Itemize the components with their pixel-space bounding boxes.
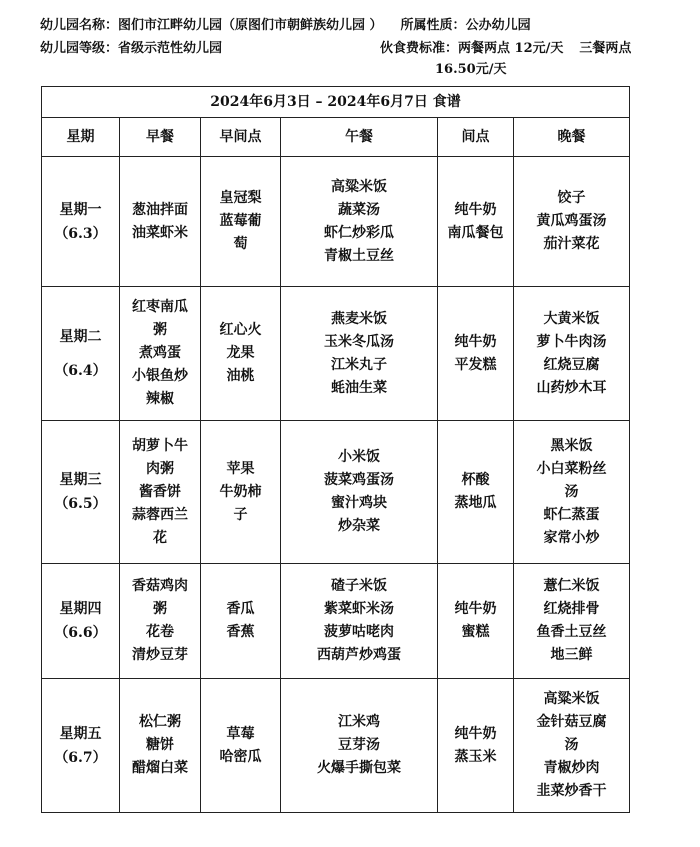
menu-item: 杯酸 bbox=[461, 472, 490, 488]
day-date: （6.5） bbox=[54, 496, 107, 512]
day-date: （6.7） bbox=[54, 749, 107, 766]
menu-item: 蜜汁鸡块 bbox=[331, 495, 387, 511]
menu-item: 纯牛奶 bbox=[454, 201, 497, 218]
menu-item: 玉米冬瓜汤 bbox=[324, 333, 394, 350]
menu-item: 大黄米饭 bbox=[543, 310, 600, 327]
table-row bbox=[42, 679, 630, 813]
menu-item: 清炒豆芽 bbox=[132, 647, 188, 663]
column-header-morning-snack: 早间点 bbox=[201, 118, 281, 157]
menu-item: 蒸地瓜 bbox=[454, 495, 497, 511]
day-cell bbox=[42, 421, 120, 564]
menu-item: 草莓 bbox=[226, 725, 255, 742]
menu-item: 皇冠梨 bbox=[219, 190, 262, 206]
menu-item: 蚝油生菜 bbox=[331, 379, 387, 396]
day-name: 星期二 bbox=[59, 328, 102, 345]
menu-item: 茄汁菜花 bbox=[543, 236, 600, 252]
menu-item: 花 bbox=[153, 529, 167, 546]
menu-item: 江米鸡 bbox=[338, 714, 380, 730]
snack-cell bbox=[438, 564, 514, 679]
day-date: （6.6） bbox=[54, 625, 107, 641]
menu-item: 萄 bbox=[233, 236, 248, 252]
breakfast-cell bbox=[120, 679, 201, 813]
breakfast-cell bbox=[120, 287, 201, 421]
menu-item: 蒸玉米 bbox=[454, 748, 497, 765]
column-header-weekday: 星期 bbox=[42, 118, 120, 157]
menu-item: 南瓜餐包 bbox=[447, 224, 504, 241]
menu-item: 虾仁蒸蛋 bbox=[543, 506, 600, 523]
menu-item: 黄瓜鸡蛋汤 bbox=[536, 213, 607, 229]
fee-standard-line bbox=[380, 37, 631, 56]
day-name: 星期五 bbox=[59, 725, 102, 742]
day-cell bbox=[42, 157, 120, 287]
lunch-cell bbox=[281, 157, 438, 287]
menu-item: 蓝莓葡 bbox=[219, 213, 262, 229]
table-header-row bbox=[42, 118, 630, 157]
day-date: （6.4） bbox=[54, 362, 107, 379]
menu-item: 红心火 bbox=[219, 322, 262, 338]
menu-item: 苹果 bbox=[226, 460, 255, 477]
dinner-cell bbox=[514, 287, 630, 421]
morning-snack-cell bbox=[201, 564, 281, 679]
menu-item: 地三鲜 bbox=[550, 647, 593, 663]
table-row bbox=[42, 157, 630, 287]
breakfast-cell bbox=[120, 421, 201, 564]
menu-item: 红烧豆腐 bbox=[543, 356, 600, 373]
dinner-cell bbox=[514, 157, 630, 287]
nature-label: 所属性质： bbox=[400, 18, 466, 33]
menu-item: 龙果 bbox=[226, 345, 255, 361]
snack-cell bbox=[438, 679, 514, 813]
menu-item: 菠菜鸡蛋汤 bbox=[324, 472, 394, 488]
column-header-lunch: 午餐 bbox=[281, 118, 438, 157]
name-label: 幼儿园名称： bbox=[40, 18, 119, 33]
menu-item: 肉粥 bbox=[146, 460, 174, 477]
menu-item: 火爆手撕包菜 bbox=[317, 760, 401, 776]
weekly-menu-table bbox=[41, 86, 630, 813]
menu-item: 蜜糕 bbox=[461, 624, 490, 640]
menu-item: 糖饼 bbox=[146, 737, 174, 753]
menu-item: 纯牛奶 bbox=[454, 725, 497, 742]
menu-item: 粥 bbox=[153, 601, 167, 617]
menu-item: 高粱米饭 bbox=[331, 178, 387, 195]
snack-cell bbox=[438, 287, 514, 421]
menu-item: 碴子米饭 bbox=[331, 578, 387, 594]
menu-item: 饺子 bbox=[557, 190, 586, 206]
menu-title: 2024年6月3日 – 2024年6月7日 食谱 bbox=[42, 87, 630, 118]
lunch-cell bbox=[281, 287, 438, 421]
fee-three-meals: 三餐两点 bbox=[579, 41, 632, 56]
dinner-cell bbox=[514, 679, 630, 813]
menu-item: 燕麦米饭 bbox=[331, 310, 387, 327]
menu-item: 豆芽汤 bbox=[338, 737, 380, 753]
fee-label: 伙食费标准： bbox=[380, 41, 459, 56]
menu-item: 小银鱼炒 bbox=[132, 368, 188, 384]
day-date: （6.3） bbox=[54, 225, 107, 242]
menu-item: 高粱米饭 bbox=[543, 691, 600, 707]
menu-item: 油桃 bbox=[226, 368, 255, 384]
menu-item: 炒杂菜 bbox=[338, 518, 380, 534]
menu-item: 酱香饼 bbox=[139, 483, 181, 500]
menu-item: 鱼香土豆丝 bbox=[536, 624, 607, 640]
table-row bbox=[42, 564, 630, 679]
menu-item: 小米饭 bbox=[338, 449, 380, 465]
snack-cell bbox=[438, 157, 514, 287]
menu-item: 子 bbox=[233, 506, 248, 523]
menu-item: 煮鸡蛋 bbox=[139, 345, 181, 361]
day-cell bbox=[42, 679, 120, 813]
menu-item: 胡萝卜牛 bbox=[132, 437, 188, 454]
menu-item: 醋熘白菜 bbox=[132, 760, 188, 776]
menu-item: 西葫芦炒鸡蛋 bbox=[317, 647, 401, 663]
menu-item: 辣椒 bbox=[146, 391, 174, 407]
column-header-breakfast: 早餐 bbox=[120, 118, 201, 157]
menu-item: 薏仁米饭 bbox=[543, 578, 600, 594]
fee-two-meals: 两餐两点 12元/天 bbox=[458, 41, 564, 56]
table-row bbox=[42, 421, 630, 564]
menu-item: 青椒土豆丝 bbox=[324, 247, 394, 264]
dinner-cell bbox=[514, 564, 630, 679]
menu-item: 萝卜牛肉汤 bbox=[536, 333, 607, 350]
day-cell bbox=[42, 287, 120, 421]
menu-item: 青椒炒肉 bbox=[543, 760, 600, 776]
snack-cell bbox=[438, 421, 514, 564]
menu-item: 家常小炒 bbox=[543, 529, 600, 546]
menu-item: 蔬菜汤 bbox=[338, 201, 380, 218]
lunch-cell bbox=[281, 564, 438, 679]
menu-item: 韭菜炒香干 bbox=[536, 783, 607, 799]
menu-item: 香蕉 bbox=[226, 624, 255, 640]
menu-item: 牛奶柿 bbox=[219, 483, 262, 500]
kindergarten-name-line bbox=[40, 14, 531, 33]
menu-item: 蒜蓉西兰 bbox=[132, 506, 188, 523]
menu-item: 油菜虾米 bbox=[132, 224, 188, 241]
menu-item: 黑米饭 bbox=[550, 437, 593, 454]
level-value: 省级示范性幼儿园 bbox=[118, 41, 223, 56]
name-value: 图们市江畔幼儿园（原图们市朝鲜族幼儿园 ） bbox=[118, 18, 383, 33]
nature-value: 公办幼儿园 bbox=[465, 18, 531, 33]
menu-item: 纯牛奶 bbox=[454, 333, 497, 350]
morning-snack-cell bbox=[201, 421, 281, 564]
menu-item: 菠萝咕咾肉 bbox=[324, 624, 394, 640]
column-header-dinner: 晚餐 bbox=[514, 118, 630, 157]
day-name: 星期一 bbox=[59, 201, 102, 218]
menu-item: 汤 bbox=[564, 483, 579, 500]
menu-item: 汤 bbox=[564, 737, 579, 753]
menu-item: 山药炒木耳 bbox=[536, 379, 607, 396]
menu-item: 江米丸子 bbox=[331, 356, 387, 373]
menu-item: 香瓜 bbox=[226, 601, 255, 617]
lunch-cell bbox=[281, 421, 438, 564]
day-cell bbox=[42, 564, 120, 679]
menu-item: 花卷 bbox=[146, 624, 174, 640]
table-row bbox=[42, 287, 630, 421]
table-title-row bbox=[42, 87, 630, 118]
menu-item: 粥 bbox=[153, 322, 167, 338]
column-header-snack: 间点 bbox=[438, 118, 514, 157]
day-name: 星期四 bbox=[59, 601, 102, 617]
kindergarten-level-line bbox=[40, 37, 222, 56]
breakfast-cell bbox=[120, 157, 201, 287]
morning-snack-cell bbox=[201, 287, 281, 421]
menu-item: 香菇鸡肉 bbox=[132, 578, 188, 594]
morning-snack-cell bbox=[201, 679, 281, 813]
dinner-cell bbox=[514, 421, 630, 564]
menu-item: 紫菜虾米汤 bbox=[324, 601, 394, 617]
menu-item: 虾仁炒彩瓜 bbox=[324, 224, 394, 241]
menu-item: 平发糕 bbox=[454, 356, 497, 373]
lunch-cell bbox=[281, 679, 438, 813]
breakfast-cell bbox=[120, 564, 201, 679]
menu-item: 金针菇豆腐 bbox=[536, 714, 607, 730]
menu-item: 红枣南瓜 bbox=[132, 299, 188, 315]
fee-three-price: 16.50元/天 bbox=[435, 62, 507, 77]
menu-item: 哈密瓜 bbox=[219, 748, 262, 765]
menu-item: 松仁粥 bbox=[139, 714, 181, 730]
morning-snack-cell bbox=[201, 157, 281, 287]
menu-item: 葱油拌面 bbox=[132, 201, 188, 218]
menu-item: 红烧排骨 bbox=[543, 601, 600, 617]
menu-item: 纯牛奶 bbox=[454, 601, 497, 617]
day-name: 星期三 bbox=[59, 472, 102, 488]
menu-item: 小白菜粉丝 bbox=[536, 460, 607, 477]
level-label: 幼儿园等级： bbox=[40, 41, 119, 56]
